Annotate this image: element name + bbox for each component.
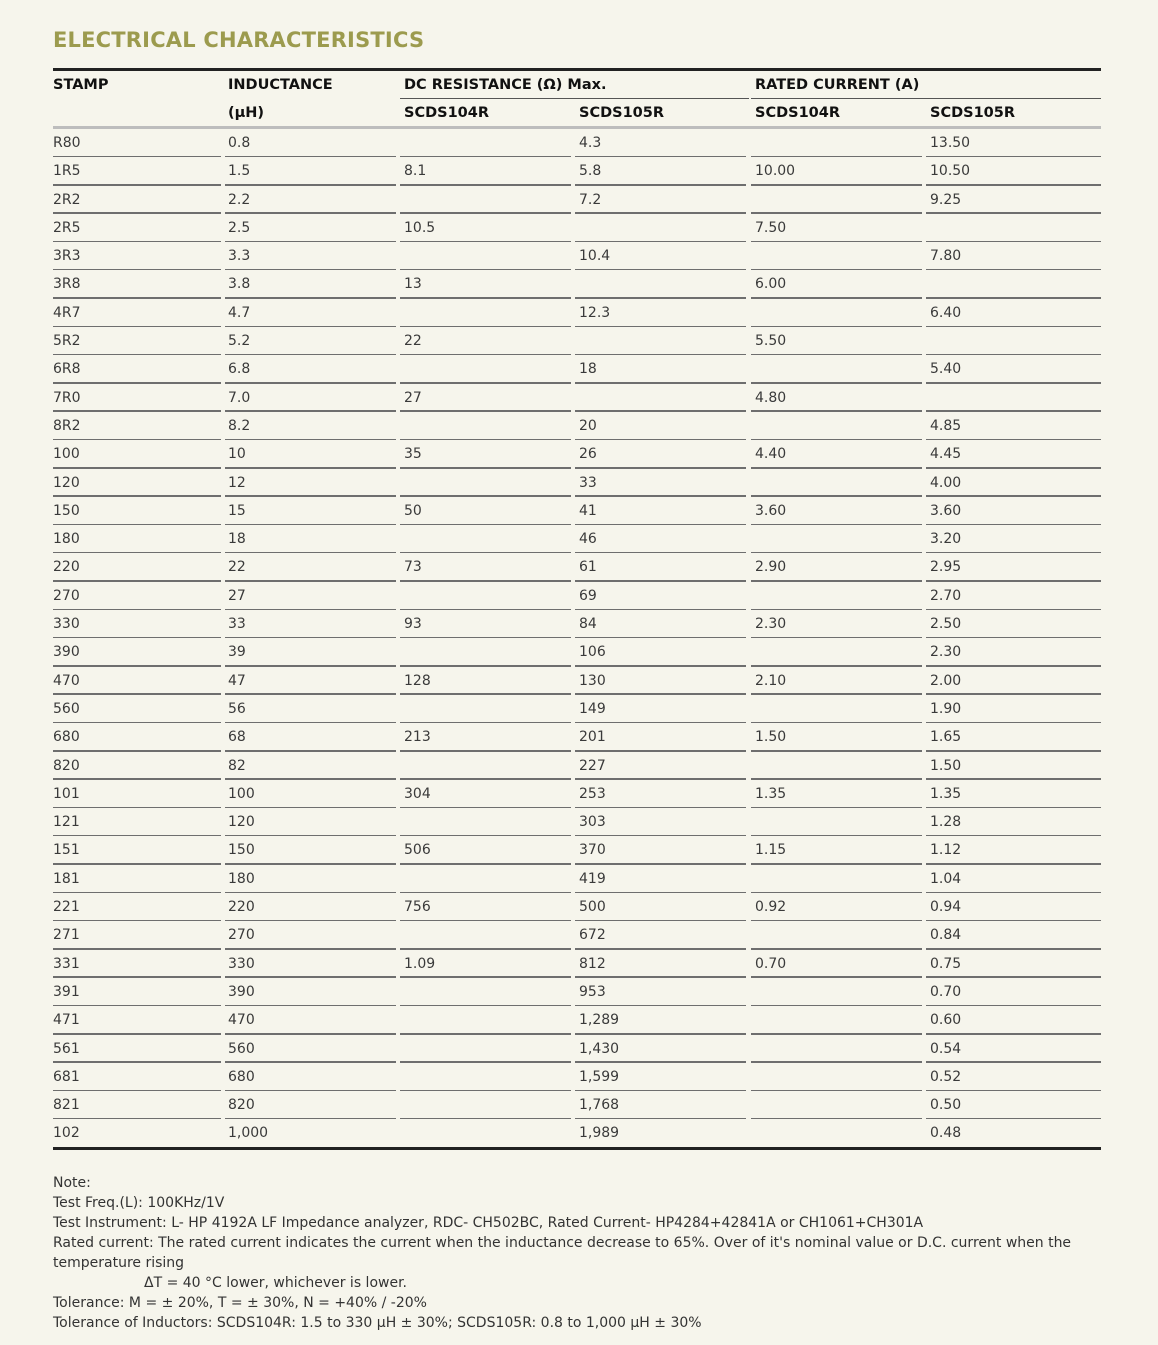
- inductance-cell: 12: [228, 474, 246, 491]
- header-dcr-scds105r: SCDS105R: [579, 105, 664, 121]
- dcr-scds104r-cell: 506: [404, 842, 431, 859]
- current-scds105r-cell: 13.50: [930, 135, 971, 151]
- note-tolerance-inductors: Tolerance of Inductors: SCDS104R: 1.5 to 330 μH ± 30%; SCDS105R: 0.8 to 1,000 μH ± 30%: [53, 1315, 702, 1331]
- stamp-cell: 4R7: [53, 304, 81, 321]
- dcr-scds105r-cell: 227: [579, 757, 606, 774]
- stamp-cell: 820: [53, 757, 80, 774]
- current-scds105r-cell: 1.28: [930, 814, 962, 831]
- dcr-scds105r-cell: 1,599: [579, 1068, 620, 1085]
- table-row: [53, 865, 1101, 893]
- inductance-cell: 4.7: [228, 304, 251, 321]
- inductance-cell: 470: [228, 1012, 255, 1029]
- note-label: Note:: [53, 1175, 91, 1191]
- stamp-cell: 471: [53, 1012, 80, 1029]
- electrical-characteristics-table: [53, 71, 1101, 1148]
- dcr-scds105r-cell: 812: [579, 955, 606, 972]
- table-row: [53, 242, 1101, 270]
- table-row: [53, 440, 1101, 468]
- inductance-cell: 180: [228, 870, 255, 887]
- table-row: [53, 978, 1101, 1006]
- current-scds104r-cell: 4.40: [755, 446, 787, 463]
- stamp-cell: 681: [53, 1068, 80, 1085]
- stamp-cell: 331: [53, 955, 80, 972]
- dcr-scds104r-cell: 10.5: [404, 219, 436, 236]
- inductance-cell: 6.8: [228, 361, 251, 378]
- table-row: [53, 1006, 1101, 1034]
- dcr-scds105r-cell: 201: [579, 729, 606, 746]
- table-row: [53, 412, 1101, 440]
- stamp-cell: 5R2: [53, 333, 81, 350]
- current-scds104r-cell: 1.35: [755, 785, 787, 802]
- table-row: [53, 780, 1101, 808]
- dcr-scds104r-cell: 73: [404, 559, 422, 576]
- current-scds104r-cell: 7.50: [755, 219, 787, 236]
- current-scds105r-cell: 0.60: [930, 1012, 962, 1029]
- current-scds105r-cell: 1.35: [930, 785, 962, 802]
- dcr-scds105r-cell: 1,289: [579, 1012, 620, 1029]
- stamp-cell: 2R5: [53, 219, 81, 236]
- inductance-cell: 150: [228, 842, 255, 859]
- dcr-scds105r-cell: 10.4: [579, 248, 611, 265]
- stamp-cell: 821: [53, 1097, 80, 1114]
- current-scds105r-cell: 6.40: [930, 304, 962, 321]
- inductance-cell: 330: [228, 955, 255, 972]
- stamp-cell: 7R0: [53, 389, 81, 406]
- table-row: [53, 695, 1101, 723]
- current-scds105r-cell: 1.12: [930, 842, 962, 859]
- inductance-cell: 220: [228, 899, 255, 916]
- table-row: [53, 497, 1101, 525]
- dcr-scds105r-cell: 106: [579, 644, 606, 661]
- page-title: ELECTRICAL CHARACTERISTICS: [53, 28, 425, 52]
- current-scds105r-cell: 0.94: [930, 899, 962, 916]
- table-row: [53, 270, 1101, 298]
- table-row: [53, 384, 1101, 412]
- current-scds105r-cell: 7.80: [930, 248, 962, 265]
- dcr-scds105r-cell: 1,430: [579, 1040, 620, 1057]
- current-scds105r-cell: 4.00: [930, 474, 962, 491]
- dcr-scds105r-cell: 1,768: [579, 1097, 620, 1114]
- inductance-cell: 56: [228, 700, 246, 717]
- stamp-cell: 220: [53, 559, 80, 576]
- dcr-scds105r-cell: 69: [579, 587, 597, 604]
- table-body: [53, 129, 1101, 1148]
- table-bottom-rule: [53, 1147, 1101, 1150]
- stamp-cell: 271: [53, 927, 80, 944]
- table-row: [53, 1119, 1101, 1147]
- stamp-cell: 6R8: [53, 361, 81, 378]
- stamp-cell: R80: [53, 135, 81, 151]
- stamp-cell: 102: [53, 1125, 80, 1142]
- table-row: [53, 129, 1101, 157]
- table-row: [53, 610, 1101, 638]
- dcr-scds104r-cell: 213: [404, 729, 431, 746]
- header-inductance-unit: (μH): [228, 105, 265, 121]
- current-scds105r-cell: 2.30: [930, 644, 962, 661]
- table-row: [53, 921, 1101, 949]
- stamp-cell: 180: [53, 531, 80, 548]
- inductance-cell: 820: [228, 1097, 255, 1114]
- inductance-cell: 15: [228, 502, 246, 519]
- current-scds105r-cell: 0.70: [930, 983, 962, 1000]
- dcr-scds105r-cell: 33: [579, 474, 597, 491]
- current-scds104r-cell: 5.50: [755, 333, 787, 350]
- dcr-scds105r-cell: 7.2: [579, 191, 602, 208]
- inductance-cell: 100: [228, 785, 255, 802]
- dcr-scds105r-cell: 419: [579, 870, 606, 887]
- inductance-cell: 1,000: [228, 1125, 269, 1142]
- current-scds105r-cell: 4.45: [930, 446, 962, 463]
- stamp-cell: 101: [53, 785, 80, 802]
- stamp-cell: 120: [53, 474, 80, 491]
- stamp-cell: 1R5: [53, 163, 81, 180]
- inductance-cell: 270: [228, 927, 255, 944]
- note-rated-current-cont: ΔT = 40 °C lower, whichever is lower.: [144, 1275, 407, 1291]
- table-row: [53, 214, 1101, 242]
- header-row-2: [53, 99, 1101, 127]
- current-scds105r-cell: 0.48: [930, 1125, 962, 1142]
- notes-section: [53, 1173, 1113, 1333]
- inductance-cell: 7.0: [228, 389, 251, 406]
- stamp-cell: 8R2: [53, 417, 81, 434]
- table-row: [53, 157, 1101, 185]
- table-row: [53, 950, 1101, 978]
- dcr-scds104r-cell: 13: [404, 276, 422, 293]
- dcr-scds105r-cell: 500: [579, 899, 606, 916]
- dcr-scds105r-cell: 953: [579, 983, 606, 1000]
- stamp-cell: 270: [53, 587, 80, 604]
- inductance-cell: 5.2: [228, 333, 251, 350]
- stamp-cell: 221: [53, 899, 80, 916]
- current-scds105r-cell: 4.85: [930, 417, 962, 434]
- inductance-cell: 1.5: [228, 163, 251, 180]
- stamp-cell: 100: [53, 446, 80, 463]
- inductance-cell: 560: [228, 1040, 255, 1057]
- current-scds105r-cell: 1.65: [930, 729, 962, 746]
- current-scds105r-cell: 1.04: [930, 870, 962, 887]
- current-scds105r-cell: 0.84: [930, 927, 962, 944]
- current-scds104r-cell: 1.15: [755, 842, 787, 859]
- inductance-cell: 0.8: [228, 135, 251, 151]
- inductance-cell: 68: [228, 729, 246, 746]
- current-scds104r-cell: 10.00: [755, 163, 796, 180]
- dcr-scds105r-cell: 253: [579, 785, 606, 802]
- dcr-scds104r-cell: 304: [404, 785, 431, 802]
- header-inductance: INDUCTANCE: [228, 77, 333, 93]
- dcr-scds104r-cell: 756: [404, 899, 431, 916]
- inductance-cell: 39: [228, 644, 246, 661]
- current-scds105r-cell: 2.70: [930, 587, 962, 604]
- table-row: [53, 808, 1101, 836]
- stamp-cell: 3R3: [53, 248, 81, 265]
- inductance-cell: 22: [228, 559, 246, 576]
- inductance-cell: 2.5: [228, 219, 251, 236]
- note-rated-current: Rated current: The rated current indicates the current when the inductance decrease to 65%. Over of it's nominal value or D.C. current when the temperature rising: [53, 1235, 1072, 1271]
- current-scds104r-cell: 1.50: [755, 729, 787, 746]
- stamp-cell: 680: [53, 729, 80, 746]
- inductance-cell: 120: [228, 814, 255, 831]
- inductance-cell: 3.8: [228, 276, 251, 293]
- table-row: [53, 638, 1101, 666]
- stamp-cell: 561: [53, 1040, 80, 1057]
- dcr-scds105r-cell: 370: [579, 842, 606, 859]
- current-scds105r-cell: 1.90: [930, 700, 962, 717]
- stamp-cell: 560: [53, 700, 80, 717]
- stamp-cell: 2R2: [53, 191, 81, 208]
- current-scds105r-cell: 2.50: [930, 616, 962, 633]
- dcr-scds105r-cell: 18: [579, 361, 597, 378]
- table-row: [53, 667, 1101, 695]
- current-scds105r-cell: 10.50: [930, 163, 971, 180]
- inductance-cell: 33: [228, 616, 246, 633]
- stamp-cell: 150: [53, 502, 80, 519]
- current-scds104r-cell: 4.80: [755, 389, 787, 406]
- dcr-scds104r-cell: 22: [404, 333, 422, 350]
- header-rated-current: RATED CURRENT (A): [755, 77, 920, 93]
- table-row: [53, 299, 1101, 327]
- inductance-cell: 10: [228, 446, 246, 463]
- stamp-cell: 330: [53, 616, 80, 633]
- table-row: [53, 893, 1101, 921]
- dcr-scds104r-cell: 27: [404, 389, 422, 406]
- dcr-scds105r-cell: 130: [579, 672, 606, 689]
- dcr-scds105r-cell: 4.3: [579, 135, 602, 151]
- stamp-cell: 3R8: [53, 276, 81, 293]
- current-scds105r-cell: 0.50: [930, 1097, 962, 1114]
- current-scds105r-cell: 9.25: [930, 191, 962, 208]
- stamp-cell: 151: [53, 842, 80, 859]
- current-scds104r-cell: 2.90: [755, 559, 787, 576]
- table-row: [53, 553, 1101, 581]
- dcr-scds104r-cell: 50: [404, 502, 422, 519]
- dcr-scds104r-cell: 1.09: [404, 955, 436, 972]
- dcr-scds104r-cell: 128: [404, 672, 431, 689]
- table-row: [53, 525, 1101, 553]
- stamp-cell: 121: [53, 814, 80, 831]
- stamp-cell: 470: [53, 672, 80, 689]
- current-scds105r-cell: 2.00: [930, 672, 962, 689]
- header-current-scds104r: SCDS104R: [755, 105, 840, 121]
- current-scds105r-cell: 1.50: [930, 757, 962, 774]
- table-row: [53, 327, 1101, 355]
- stamp-cell: 181: [53, 870, 80, 887]
- inductance-cell: 18: [228, 531, 246, 548]
- inductance-cell: 680: [228, 1068, 255, 1085]
- dcr-scds104r-cell: 8.1: [404, 163, 427, 180]
- current-scds104r-cell: 2.10: [755, 672, 787, 689]
- dcr-scds105r-cell: 5.8: [579, 163, 602, 180]
- current-scds104r-cell: 3.60: [755, 502, 787, 519]
- current-scds104r-cell: 2.30: [755, 616, 787, 633]
- current-scds105r-cell: 0.52: [930, 1068, 962, 1085]
- inductance-cell: 82: [228, 757, 246, 774]
- current-scds105r-cell: 2.95: [930, 559, 962, 576]
- table-row: [53, 1035, 1101, 1063]
- current-scds105r-cell: 0.75: [930, 955, 962, 972]
- current-scds105r-cell: 0.54: [930, 1040, 962, 1057]
- inductance-cell: 3.3: [228, 248, 251, 265]
- inductance-cell: 8.2: [228, 417, 251, 434]
- current-scds105r-cell: 5.40: [930, 361, 962, 378]
- note-test-instrument: Test Instrument: L- HP 4192A LF Impedance analyzer, RDC- CH502BC, Rated Current- HP4284+42841A or CH1061+CH301A: [53, 1215, 924, 1231]
- stamp-cell: 390: [53, 644, 80, 661]
- dcr-scds105r-cell: 41: [579, 502, 597, 519]
- table-row: [53, 582, 1101, 610]
- table-row: [53, 752, 1101, 780]
- current-scds105r-cell: 3.20: [930, 531, 962, 548]
- inductance-cell: 47: [228, 672, 246, 689]
- current-scds104r-cell: 6.00: [755, 276, 787, 293]
- dcr-scds105r-cell: 61: [579, 559, 597, 576]
- header-current-scds105r: SCDS105R: [930, 105, 1015, 121]
- dcr-scds105r-cell: 672: [579, 927, 606, 944]
- table-row: [53, 186, 1101, 214]
- header-stamp: STAMP: [53, 77, 109, 93]
- dcr-scds105r-cell: 303: [579, 814, 606, 831]
- note-test-freq: Test Freq.(L): 100KHz/1V: [53, 1195, 225, 1211]
- dcr-scds105r-cell: 1,989: [579, 1125, 620, 1142]
- table-row: [53, 1063, 1101, 1091]
- current-scds105r-cell: 3.60: [930, 502, 962, 519]
- inductance-cell: 27: [228, 587, 246, 604]
- table-row: [53, 1091, 1101, 1119]
- dcr-scds105r-cell: 149: [579, 700, 606, 717]
- header-dcr-scds104r: SCDS104R: [404, 105, 489, 121]
- dcr-scds105r-cell: 12.3: [579, 304, 611, 321]
- table-row: [53, 836, 1101, 864]
- dcr-scds105r-cell: 26: [579, 446, 597, 463]
- dcr-scds105r-cell: 46: [579, 531, 597, 548]
- dcr-scds105r-cell: 20: [579, 417, 597, 434]
- dcr-scds104r-cell: 93: [404, 616, 422, 633]
- current-scds104r-cell: 0.70: [755, 955, 787, 972]
- inductance-cell: 390: [228, 983, 255, 1000]
- note-tolerance: Tolerance: M = ± 20%, T = ± 30%, N = +40% / -20%: [53, 1295, 427, 1311]
- header-dc-resistance: DC RESISTANCE (Ω) Max.: [404, 77, 607, 93]
- table-row: [53, 469, 1101, 497]
- stamp-cell: 391: [53, 983, 80, 1000]
- table-row: [53, 723, 1101, 751]
- current-scds104r-cell: 0.92: [755, 899, 787, 916]
- inductance-cell: 2.2: [228, 191, 251, 208]
- dcr-scds104r-cell: 35: [404, 446, 422, 463]
- dcr-scds105r-cell: 84: [579, 616, 597, 633]
- header-row-1: [53, 71, 1101, 99]
- table-row: [53, 355, 1101, 383]
